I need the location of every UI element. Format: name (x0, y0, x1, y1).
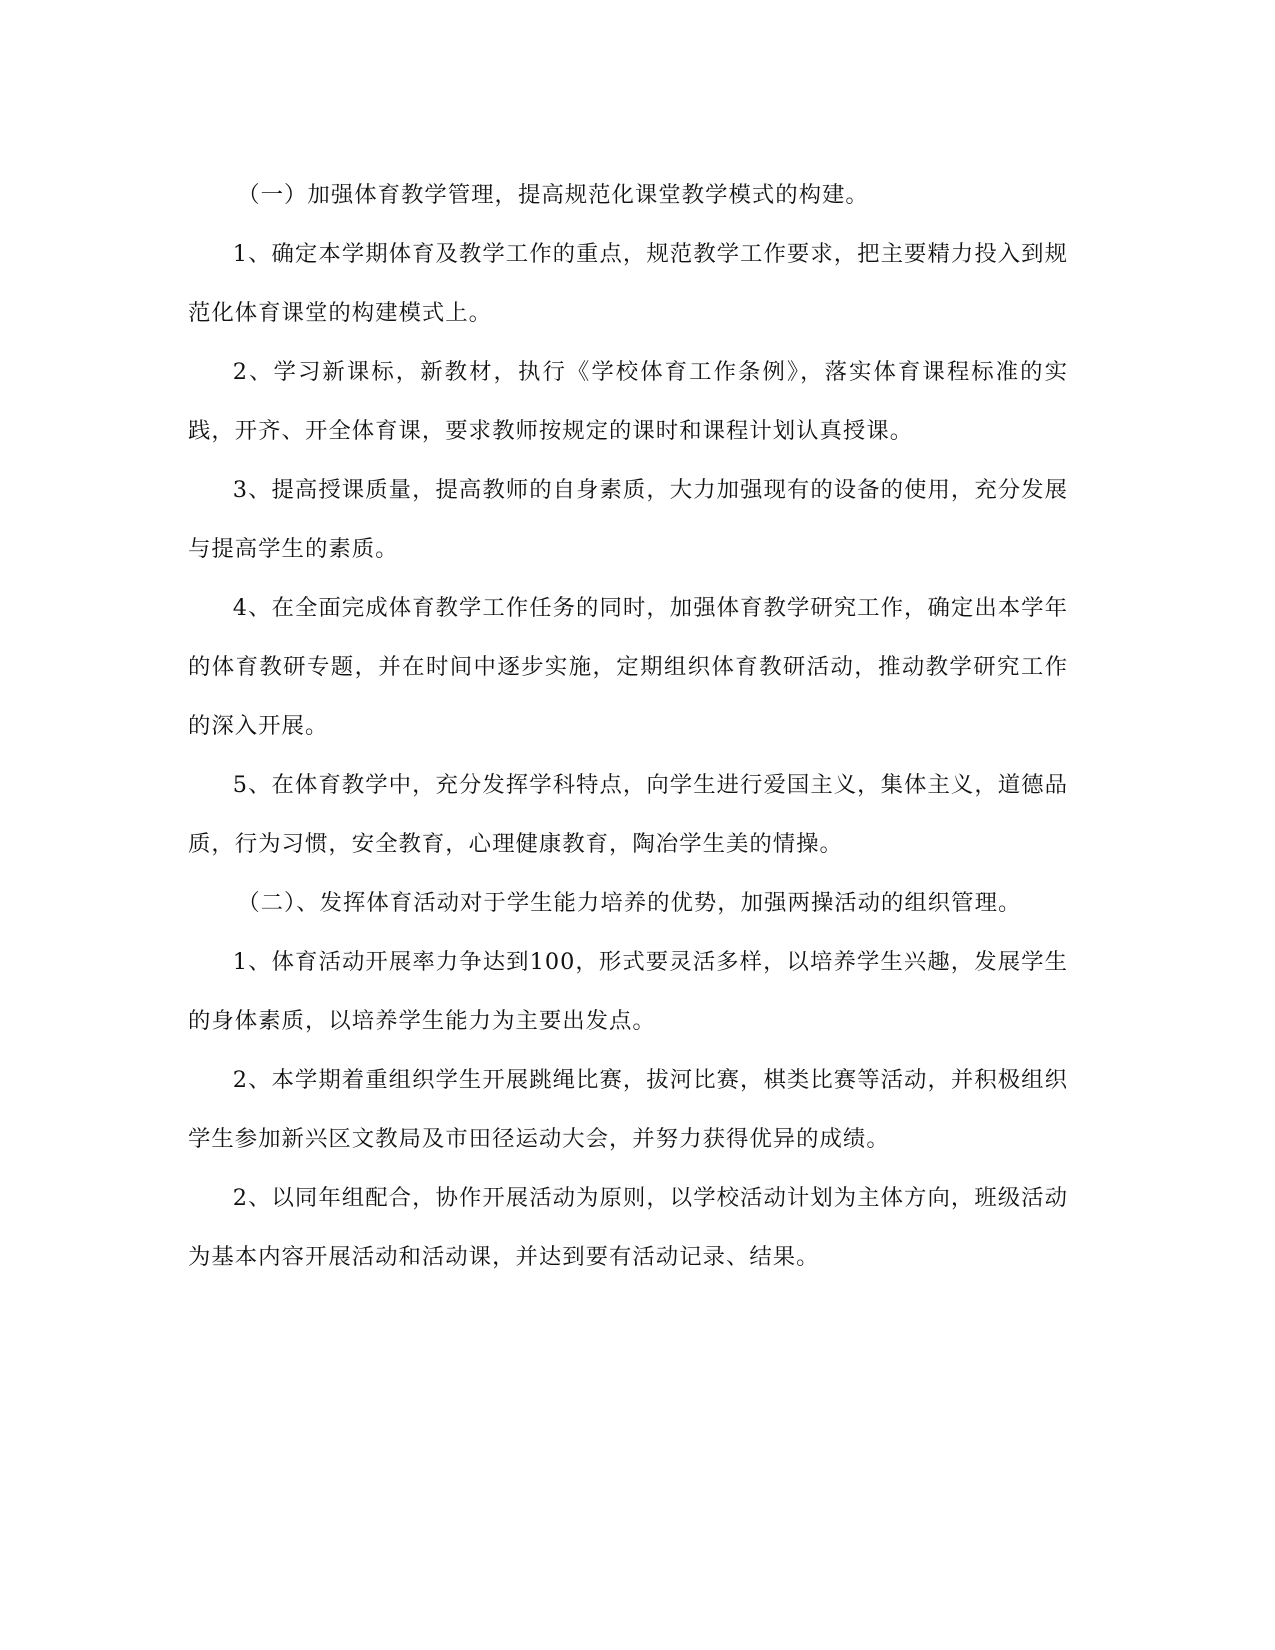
paragraph-2-2: 2、本学期着重组织学生开展跳绳比赛，拔河比赛，棋类比赛等活动，并积极组织学生参加新兴区文教局及市田径运动大会，并努力获得优异的成绩。 (188, 1067, 1068, 1152)
paragraph-2-1: 1、体育活动开展率力争达到100，形式要灵活多样，以培养学生兴趣，发展学生的身体素质，以培养学生能力为主要出发点。 (188, 949, 1068, 1034)
paragraph-1-1: 1、确定本学期体育及教学工作的重点，规范教学工作要求，把主要精力投入到规范化体育课堂的构建模式上。 (188, 241, 1068, 326)
paragraph-2-3: 2、以同年组配合，协作开展活动为原则，以学校活动计划为主体方向，班级活动为基本内容开展活动和活动课，并达到要有活动记录、结果。 (188, 1185, 1068, 1270)
paragraph-1-2: 2、学习新课标，新教材，执行《学校体育工作条例》，落实体育课程标准的实践，开齐、开全体育课，要求教师按规定的课时和课程计划认真授课。 (188, 359, 1068, 444)
paragraph-1-5: 5、在体育教学中，充分发挥学科特点，向学生进行爱国主义，集体主义，道德品质，行为习惯，安全教育，心理健康教育，陶冶学生美的情操。 (188, 772, 1068, 857)
paragraph-1-3: 3、提高授课质量，提高教师的自身素质，大力加强现有的设备的使用，充分发展与提高学生的素质。 (188, 477, 1068, 562)
document-body (188, 166, 1068, 1287)
section-heading-1: （一）加强体育教学管理，提高规范化课堂教学模式的构建。 (237, 182, 869, 208)
paragraph-1-4: 4、在全面完成体育教学工作任务的同时，加强体育教学研究工作，确定出本学年的体育教研专题，并在时间中逐步实施，定期组织体育教研活动，推动教学研究工作的深入开展。 (188, 595, 1068, 739)
section-heading-2: （二）、发挥体育活动对于学生能力培养的优势，加强两操活动的组织管理。 (237, 890, 1022, 916)
